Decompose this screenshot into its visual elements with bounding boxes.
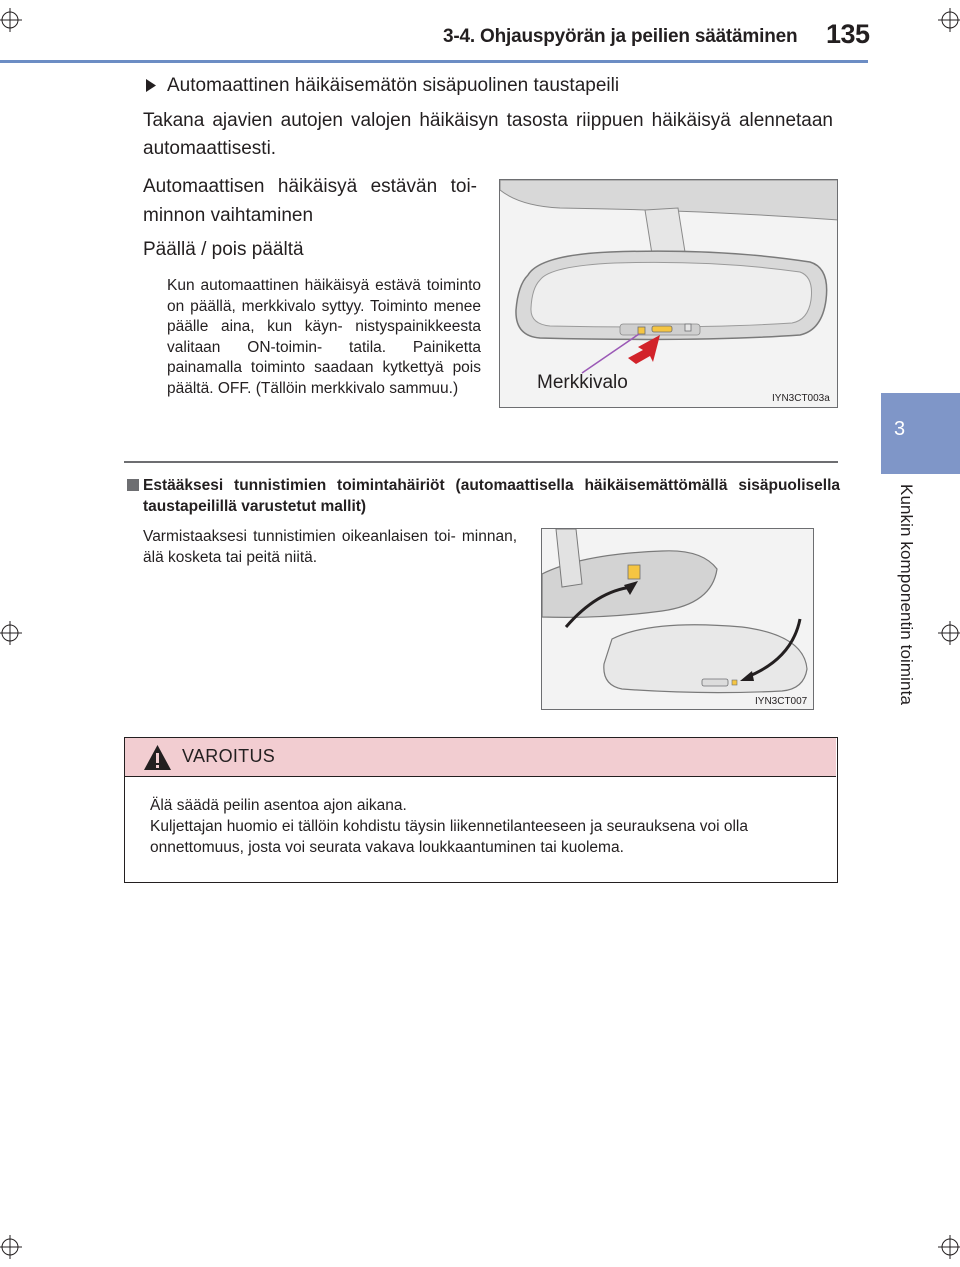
warning-line2: Kuljettajan huomio ei tällöin kohdistu täysin liikennetilanteeseen ja seurauksena voi olla onnettomuus, josta voi seurata vakava loukkaantuminen tai kuolema. [150,818,748,856]
figure-code: IYN3CT007 [755,696,808,707]
warning-box [124,737,838,883]
sensor-title: Estääksesi tunnistimien toimintahäiriöt (automaattisella häikäisemättömällä sisäpuolisella taustapeilillä varustetut mallit) [143,477,840,515]
square-bullet-icon [127,478,139,495]
intro-heading: Automaattinen häikäisemätön sisäpuolinen taustapeili [167,75,620,96]
switch-subtitle: Päällä / pois päältä [143,239,304,260]
section-title: 3-4. Ohjauspyörän ja peilien säätäminen [443,26,798,47]
switch-body: Kun automaattinen häikäisyä estävä toiminto on päällä, merkkivalo syttyy. Toiminto menee päälle aina, kun käyn- nistyspainikkeesta valitaan ON-toimin- tatila. Painiketta painamalla toiminto saadaan kytkettyä pois päältä. OFF. (Tällöin merkkivalo sammuu.) [167,277,481,397]
indicator-label: Merkkivalo [537,372,628,393]
page-number: 135 [826,19,870,49]
chapter-title: Kunkin komponentin toiminta [897,484,916,705]
mirror-figure [499,179,838,408]
chapter-number: 3 [893,418,906,440]
sensor-illustration [542,529,814,710]
warning-header [125,738,836,777]
warning-triangle-icon [144,745,171,770]
warning-title: VAROITUS [182,746,276,766]
switch-title-line2: minnon vaihtaminen [143,205,314,226]
section-divider [124,461,838,463]
warning-line1: Älä säädä peilin asentoa ajon aikana. [150,797,407,814]
intro-text: Takana ajavien autojen valojen häikäisyn tasosta riippuen häikäisyä alennetaan automaattisesti. [143,110,833,159]
sensor-figure [541,528,814,710]
switch-title-line1: Automaattisen häikäisyä estävän toi- [143,176,477,197]
header-rule [0,60,868,63]
figure-code: IYN3CT003a [772,393,830,404]
triangle-right-icon [146,79,156,92]
sensor-body: Varmistaaksesi tunnistimien oikeanlaisen toi- minnan, älä kosketa tai peitä niitä. [143,528,517,566]
